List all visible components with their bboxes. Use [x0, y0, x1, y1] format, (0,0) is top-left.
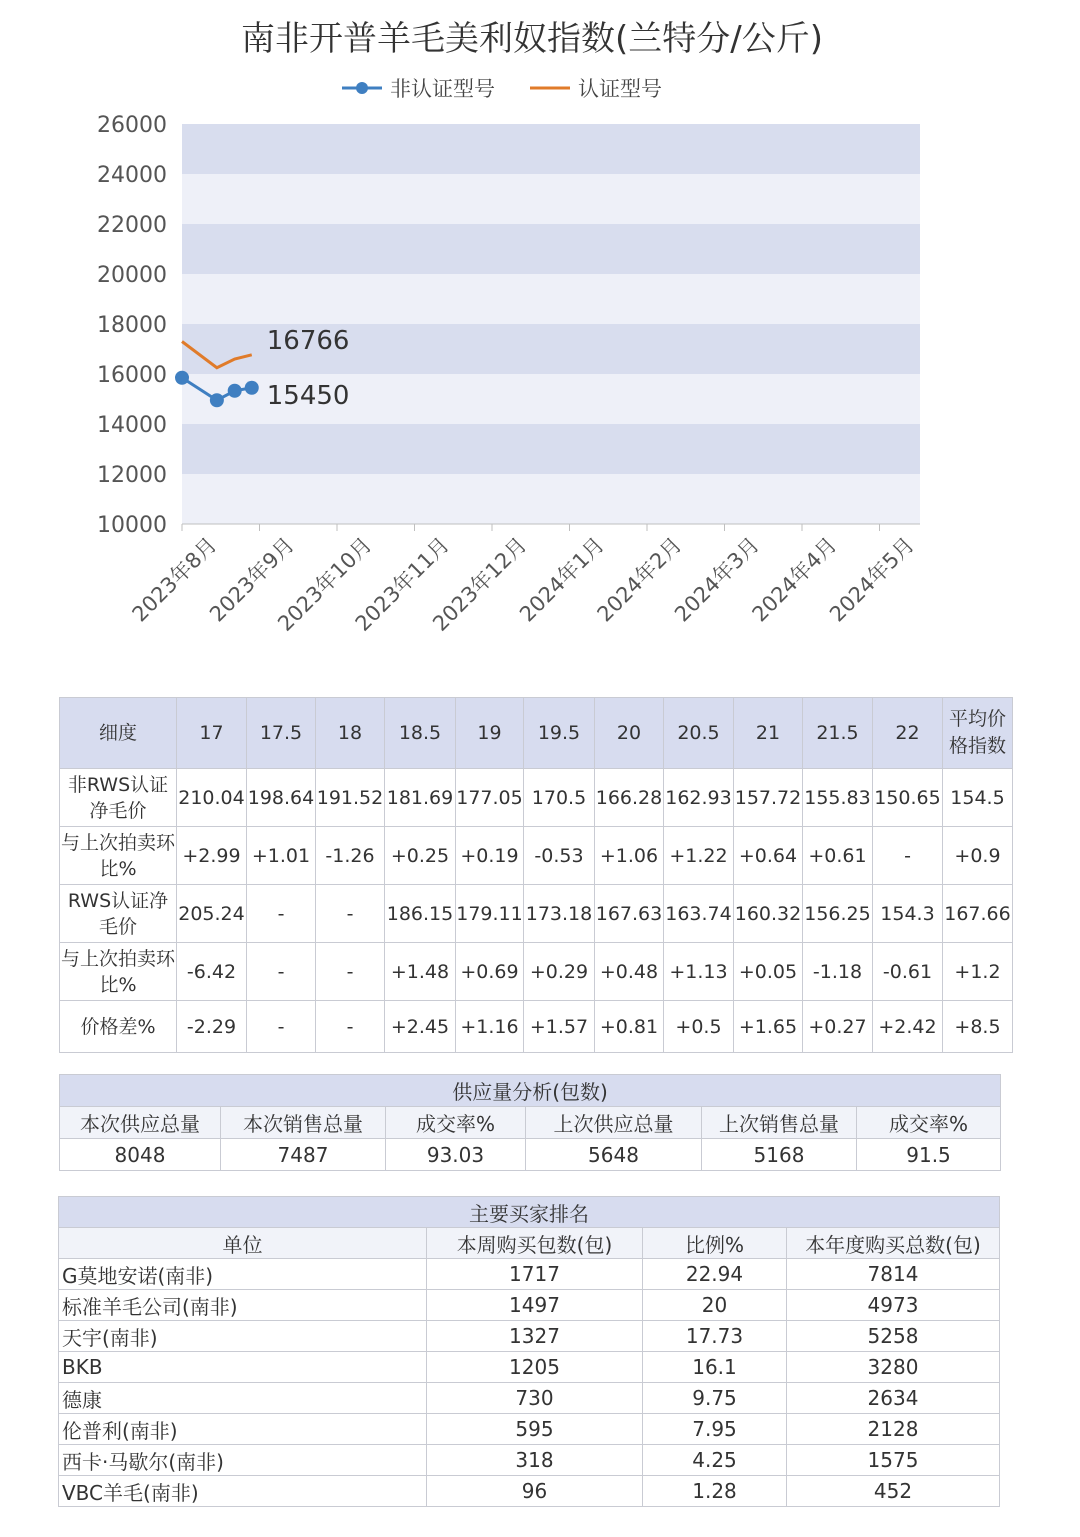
buyer-cell: 9.75 — [643, 1383, 787, 1414]
supply-header-cell: 上次供应总量 — [526, 1107, 702, 1139]
plot-band — [182, 224, 920, 274]
x-tick-label: 2024年2月 — [592, 532, 687, 627]
buyer-cell: 5258 — [787, 1321, 1000, 1352]
buyer-cell: 16.1 — [643, 1352, 787, 1383]
buyer-cell: 22.94 — [643, 1259, 787, 1290]
y-tick-label: 10000 — [97, 513, 167, 538]
price-cell: +0.48 — [595, 943, 664, 1001]
price-cell: +0.64 — [734, 827, 803, 885]
price-cell: +0.5 — [664, 1001, 734, 1053]
supply-value-cell: 93.03 — [386, 1139, 526, 1171]
buyer-row — [59, 1414, 1000, 1445]
supply-values — [60, 1139, 1001, 1171]
price-cell: +1.2 — [943, 943, 1013, 1001]
price-cell: +0.81 — [595, 1001, 664, 1053]
buyers-header-cell: 本周购买包数(包) — [427, 1228, 643, 1259]
supply-header-cell: 成交率% — [386, 1107, 526, 1139]
price-cell: +0.19 — [456, 827, 524, 885]
price-cell: -0.53 — [524, 827, 595, 885]
price-row — [60, 943, 1013, 1001]
y-tick-label: 24000 — [97, 163, 167, 188]
price-header-cell: 17 — [177, 698, 247, 769]
supply-value-cell: 91.5 — [857, 1139, 1001, 1171]
buyer-cell: 3280 — [787, 1352, 1000, 1383]
price-table-header — [60, 698, 1013, 769]
buyer-row — [59, 1445, 1000, 1476]
x-tick-label: 2023年11月 — [350, 532, 455, 636]
price-cell: 191.52 — [316, 769, 385, 827]
price-cell: 157.72 — [734, 769, 803, 827]
price-row — [60, 769, 1013, 827]
buyer-cell: 1327 — [427, 1321, 643, 1352]
y-tick-label: 18000 — [97, 313, 167, 338]
buyer-row — [59, 1290, 1000, 1321]
price-cell: +0.61 — [803, 827, 873, 885]
supply-value-cell: 5648 — [526, 1139, 702, 1171]
x-tick-label: 2024年4月 — [747, 532, 842, 627]
buyer-name: 德康 — [59, 1383, 427, 1414]
buyer-name: 标准羊毛公司(南非) — [59, 1290, 427, 1321]
price-row-label: 与上次拍卖环比% — [60, 943, 177, 1001]
price-header-cell: 18 — [316, 698, 385, 769]
price-cell: - — [873, 827, 943, 885]
price-cell: +1.01 — [247, 827, 316, 885]
buyers-header — [59, 1228, 1000, 1259]
price-header-cell: 20.5 — [664, 698, 734, 769]
price-header-cell: 细度 — [60, 698, 177, 769]
series-end-label: 16766 — [266, 325, 350, 356]
price-cell: 205.24 — [177, 885, 247, 943]
wool-index-chart — [0, 0, 1080, 660]
price-cell: +0.9 — [943, 827, 1013, 885]
price-cell: +1.22 — [664, 827, 734, 885]
x-tick-label: 2024年3月 — [670, 532, 765, 627]
price-cell: 160.32 — [734, 885, 803, 943]
price-cell: -6.42 — [177, 943, 247, 1001]
price-cell: 177.05 — [456, 769, 524, 827]
y-axis — [97, 113, 167, 538]
buyer-cell: 730 — [427, 1383, 643, 1414]
price-header-cell: 21 — [734, 698, 803, 769]
price-cell: 210.04 — [177, 769, 247, 827]
supply-value-cell: 8048 — [60, 1139, 221, 1171]
price-cell: - — [247, 943, 316, 1001]
y-tick-label: 14000 — [97, 413, 167, 438]
x-tick-label: 2023年8月 — [127, 532, 222, 627]
price-cell: - — [247, 1001, 316, 1053]
plot-band — [182, 424, 920, 474]
price-cell: 154.5 — [943, 769, 1013, 827]
price-cell: +8.5 — [943, 1001, 1013, 1053]
price-cell: 163.74 — [664, 885, 734, 943]
price-cell: - — [316, 1001, 385, 1053]
price-cell: - — [316, 943, 385, 1001]
buyers-header-cell: 本年度购买总数(包) — [787, 1228, 1000, 1259]
buyer-cell: 96 — [427, 1476, 643, 1507]
price-cell: 181.69 — [385, 769, 456, 827]
buyer-cell: 4.25 — [643, 1445, 787, 1476]
plot-area — [182, 124, 920, 524]
price-header-cell: 平均价格指数 — [943, 698, 1013, 769]
buyer-cell: 7814 — [787, 1259, 1000, 1290]
price-cell: 170.5 — [524, 769, 595, 827]
data-point — [245, 381, 259, 395]
price-row-label: 与上次拍卖环比% — [60, 827, 177, 885]
supply-value-cell: 7487 — [221, 1139, 386, 1171]
price-cell: 155.83 — [803, 769, 873, 827]
y-tick-label: 20000 — [97, 263, 167, 288]
y-tick-label: 22000 — [97, 213, 167, 238]
supply-header-cell: 本次供应总量 — [60, 1107, 221, 1139]
chart-title: 南非开普羊毛美利奴指数(兰特分/公斤) — [241, 19, 823, 59]
supply-header — [60, 1107, 1001, 1139]
price-row-label: 非RWS认证净毛价 — [60, 769, 177, 827]
price-row-label: 价格差% — [60, 1001, 177, 1053]
price-cell: 198.64 — [247, 769, 316, 827]
price-cell: 179.11 — [456, 885, 524, 943]
supply-title: 供应量分析(包数) — [60, 1075, 1001, 1107]
legend-label: 认证型号 — [578, 77, 662, 101]
buyer-row — [59, 1259, 1000, 1290]
x-tick-label: 2023年10月 — [273, 532, 377, 636]
buyer-cell: 318 — [427, 1445, 643, 1476]
legend-label: 非认证型号 — [390, 77, 495, 101]
data-point — [175, 371, 189, 385]
price-cell: +1.57 — [524, 1001, 595, 1053]
price-cell: -1.26 — [316, 827, 385, 885]
supply-table — [59, 1074, 1001, 1171]
price-cell: 186.15 — [385, 885, 456, 943]
price-cell: +1.13 — [664, 943, 734, 1001]
buyers-title: 主要买家排名 — [59, 1197, 1000, 1228]
buyer-cell: 595 — [427, 1414, 643, 1445]
buyer-name: VBC羊毛(南非) — [59, 1476, 427, 1507]
plot-band — [182, 474, 920, 524]
price-cell: +2.99 — [177, 827, 247, 885]
price-header-cell: 19 — [456, 698, 524, 769]
price-header-cell: 18.5 — [385, 698, 456, 769]
supply-value-cell: 5168 — [702, 1139, 857, 1171]
x-axis — [128, 524, 919, 636]
buyer-cell: 1575 — [787, 1445, 1000, 1476]
x-tick-label: 2024年1月 — [515, 532, 610, 627]
buyer-cell: 1717 — [427, 1259, 643, 1290]
price-row — [60, 1001, 1013, 1053]
price-cell: +1.06 — [595, 827, 664, 885]
price-table — [59, 697, 1013, 1053]
buyers-header-cell: 单位 — [59, 1228, 427, 1259]
x-tick-label: 2023年12月 — [428, 532, 532, 636]
buyer-row — [59, 1383, 1000, 1414]
price-row — [60, 827, 1013, 885]
price-header-cell: 20 — [595, 698, 664, 769]
price-cell: +1.65 — [734, 1001, 803, 1053]
price-cell: 154.3 — [873, 885, 943, 943]
buyers-table — [58, 1196, 1000, 1507]
buyer-name: 西卡·马歇尔(南非) — [59, 1445, 427, 1476]
buyer-cell: 452 — [787, 1476, 1000, 1507]
buyer-name: G莫地安诺(南非) — [59, 1259, 427, 1290]
buyer-row — [59, 1321, 1000, 1352]
price-cell: 166.28 — [595, 769, 664, 827]
buyer-cell: 4973 — [787, 1290, 1000, 1321]
buyer-name: 伦普利(南非) — [59, 1414, 427, 1445]
price-cell: 150.65 — [873, 769, 943, 827]
price-cell: +0.05 — [734, 943, 803, 1001]
price-cell: -2.29 — [177, 1001, 247, 1053]
price-cell: +2.45 — [385, 1001, 456, 1053]
price-cell: 173.18 — [524, 885, 595, 943]
series-end-label: 15450 — [266, 380, 350, 411]
data-point — [228, 384, 242, 398]
price-cell: +2.42 — [873, 1001, 943, 1053]
price-cell: 162.93 — [664, 769, 734, 827]
buyer-row — [59, 1352, 1000, 1383]
buyer-name: BKB — [59, 1352, 427, 1383]
buyer-cell: 1205 — [427, 1352, 643, 1383]
buyers-header-cell: 比例% — [643, 1228, 787, 1259]
price-cell: -0.61 — [873, 943, 943, 1001]
price-cell: +0.27 — [803, 1001, 873, 1053]
buyer-cell: 2634 — [787, 1383, 1000, 1414]
price-cell: +0.25 — [385, 827, 456, 885]
y-tick-label: 16000 — [97, 363, 167, 388]
supply-header-cell: 成交率% — [857, 1107, 1001, 1139]
supply-header-cell: 上次销售总量 — [702, 1107, 857, 1139]
buyer-cell: 20 — [643, 1290, 787, 1321]
price-cell: 156.25 — [803, 885, 873, 943]
price-cell: - — [316, 885, 385, 943]
price-cell: -1.18 — [803, 943, 873, 1001]
price-cell: +0.29 — [524, 943, 595, 1001]
buyer-cell: 1.28 — [643, 1476, 787, 1507]
buyer-name: 天宇(南非) — [59, 1321, 427, 1352]
plot-band — [182, 124, 920, 174]
plot-band — [182, 174, 920, 224]
chart-legend — [342, 77, 662, 101]
price-cell: +0.69 — [456, 943, 524, 1001]
price-cell: +1.16 — [456, 1001, 524, 1053]
plot-band — [182, 274, 920, 324]
price-header-cell: 22 — [873, 698, 943, 769]
price-cell: - — [247, 885, 316, 943]
price-cell: 167.63 — [595, 885, 664, 943]
buyer-cell: 17.73 — [643, 1321, 787, 1352]
y-tick-label: 26000 — [97, 113, 167, 138]
buyer-row — [59, 1476, 1000, 1507]
buyer-cell: 1497 — [427, 1290, 643, 1321]
price-row-label: RWS认证净毛价 — [60, 885, 177, 943]
price-cell: 167.66 — [943, 885, 1013, 943]
price-cell: +1.48 — [385, 943, 456, 1001]
buyer-cell: 7.95 — [643, 1414, 787, 1445]
y-tick-label: 12000 — [97, 463, 167, 488]
legend-marker — [356, 82, 368, 94]
price-header-cell: 19.5 — [524, 698, 595, 769]
buyer-cell: 2128 — [787, 1414, 1000, 1445]
price-header-cell: 17.5 — [247, 698, 316, 769]
supply-header-cell: 本次销售总量 — [221, 1107, 386, 1139]
x-tick-label: 2024年5月 — [825, 532, 920, 627]
x-tick-label: 2023年9月 — [205, 532, 300, 627]
price-row — [60, 885, 1013, 943]
price-header-cell: 21.5 — [803, 698, 873, 769]
data-point — [210, 393, 224, 407]
